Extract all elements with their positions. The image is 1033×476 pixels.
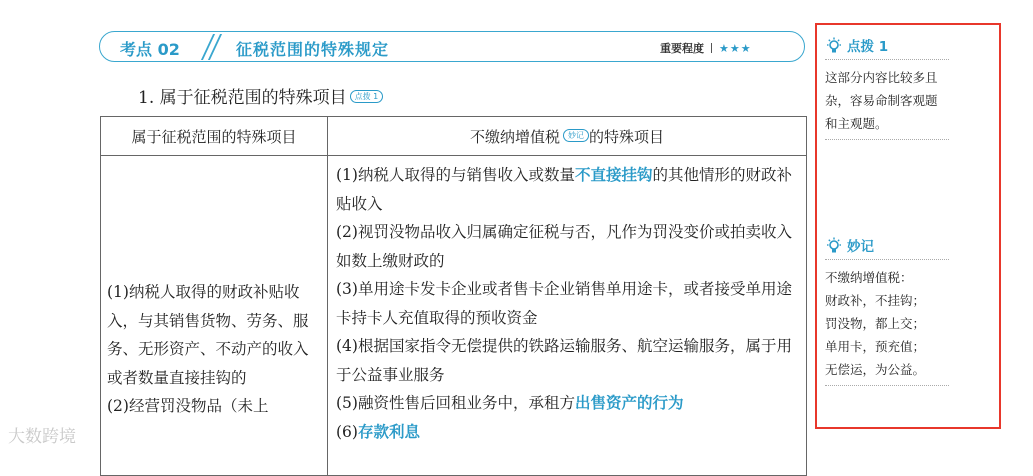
item-highlight: 不直接挂钩 xyxy=(574,165,653,184)
note-hint-title-text: 点拨 1 xyxy=(847,39,889,55)
memo-line: 罚没物，都上交； xyxy=(825,316,926,331)
non-taxable-item xyxy=(336,332,798,389)
subsection-heading xyxy=(138,83,383,108)
lightbulb-icon xyxy=(825,37,843,55)
item-text: (4)根据国家指令无偿提供的铁路运输服务、航空运输服务，属于用于公益事业服务 xyxy=(336,337,792,384)
section-title: 征税范围的特殊规定 xyxy=(236,40,390,59)
star-icons: ★★★ xyxy=(719,42,752,55)
lightbulb-icon xyxy=(825,237,843,255)
non-taxable-items-cell xyxy=(328,156,807,476)
item-text: (2)视罚没物品收入归属确定征税与否，凡作为罚没变价或拍卖收入如数上缴财政的 xyxy=(336,223,792,270)
non-taxable-item xyxy=(336,161,798,218)
memo-line: 不缴纳增值税： xyxy=(825,270,913,285)
section-number: 考点 02 xyxy=(120,40,180,59)
memo-line: 财政补，不挂钩； xyxy=(825,293,926,308)
dotted-divider xyxy=(825,385,949,386)
note-memo-title-text: 妙记 xyxy=(847,239,874,255)
non-taxable-item xyxy=(336,389,798,418)
note-memo xyxy=(825,235,949,386)
memo-line: 单用卡，预充值； xyxy=(825,339,926,354)
item-text: (5)融资性售后回租业务中，承租方 xyxy=(336,394,575,412)
non-taxable-item xyxy=(336,275,798,332)
taxable-item: (2)经营罚没物品（未上 xyxy=(107,397,269,415)
importance-rating xyxy=(660,40,752,56)
note-memo-title xyxy=(825,235,949,259)
watermark: 大数跨境 xyxy=(8,427,76,447)
importance-divider xyxy=(711,43,712,53)
subsection-heading-text: 1. 属于征税范围的特殊项目 xyxy=(138,88,347,108)
taxable-items-cell xyxy=(101,156,328,476)
importance-label: 重要程度 xyxy=(660,42,704,55)
item-text: (3)单用途卡发卡企业或者售卡企业销售单用途卡，或者接受单用途卡持卡人充值取得的预收资金 xyxy=(336,280,792,327)
col-header-pre: 不缴纳增值税 xyxy=(469,127,560,146)
note-memo-body xyxy=(825,260,949,385)
item-text: (1)纳税人取得的与销售收入或数量 xyxy=(336,166,575,184)
memo-line: 无偿运，为公益。 xyxy=(825,362,926,377)
taxable-item: (1)纳税人取得的财政补贴收入，与其销售货物、劳务、服务、无形资产、不动产的收入或者数量直接挂钩的 xyxy=(107,283,309,387)
item-text: (6) xyxy=(336,422,358,441)
non-taxable-item xyxy=(336,218,798,275)
item-highlight: 出售资产的行为 xyxy=(574,393,684,412)
hint-tag: 点拨 1 xyxy=(350,90,384,103)
col-header-taxable: 属于征税范围的特殊项目 xyxy=(101,117,328,156)
col-header-post: 的特殊项目 xyxy=(589,127,665,146)
note-hint-body: 这部分内容比较多且杂，容易命制客观题和主观题。 xyxy=(825,70,938,131)
special-items-table xyxy=(100,116,807,476)
non-taxable-item xyxy=(336,418,798,447)
dotted-divider xyxy=(825,139,949,140)
table-row xyxy=(101,156,807,476)
note-hint xyxy=(825,35,949,140)
note-hint-title xyxy=(825,35,949,59)
item-highlight: 存款利息 xyxy=(357,421,420,441)
memo-tag: 妙记 xyxy=(563,129,589,142)
col-header-non-taxable xyxy=(328,117,807,156)
item-text: 的其他情形的财政补贴收入 xyxy=(336,166,792,213)
table-header-row xyxy=(101,117,807,156)
sidebar-notes xyxy=(815,23,1001,429)
